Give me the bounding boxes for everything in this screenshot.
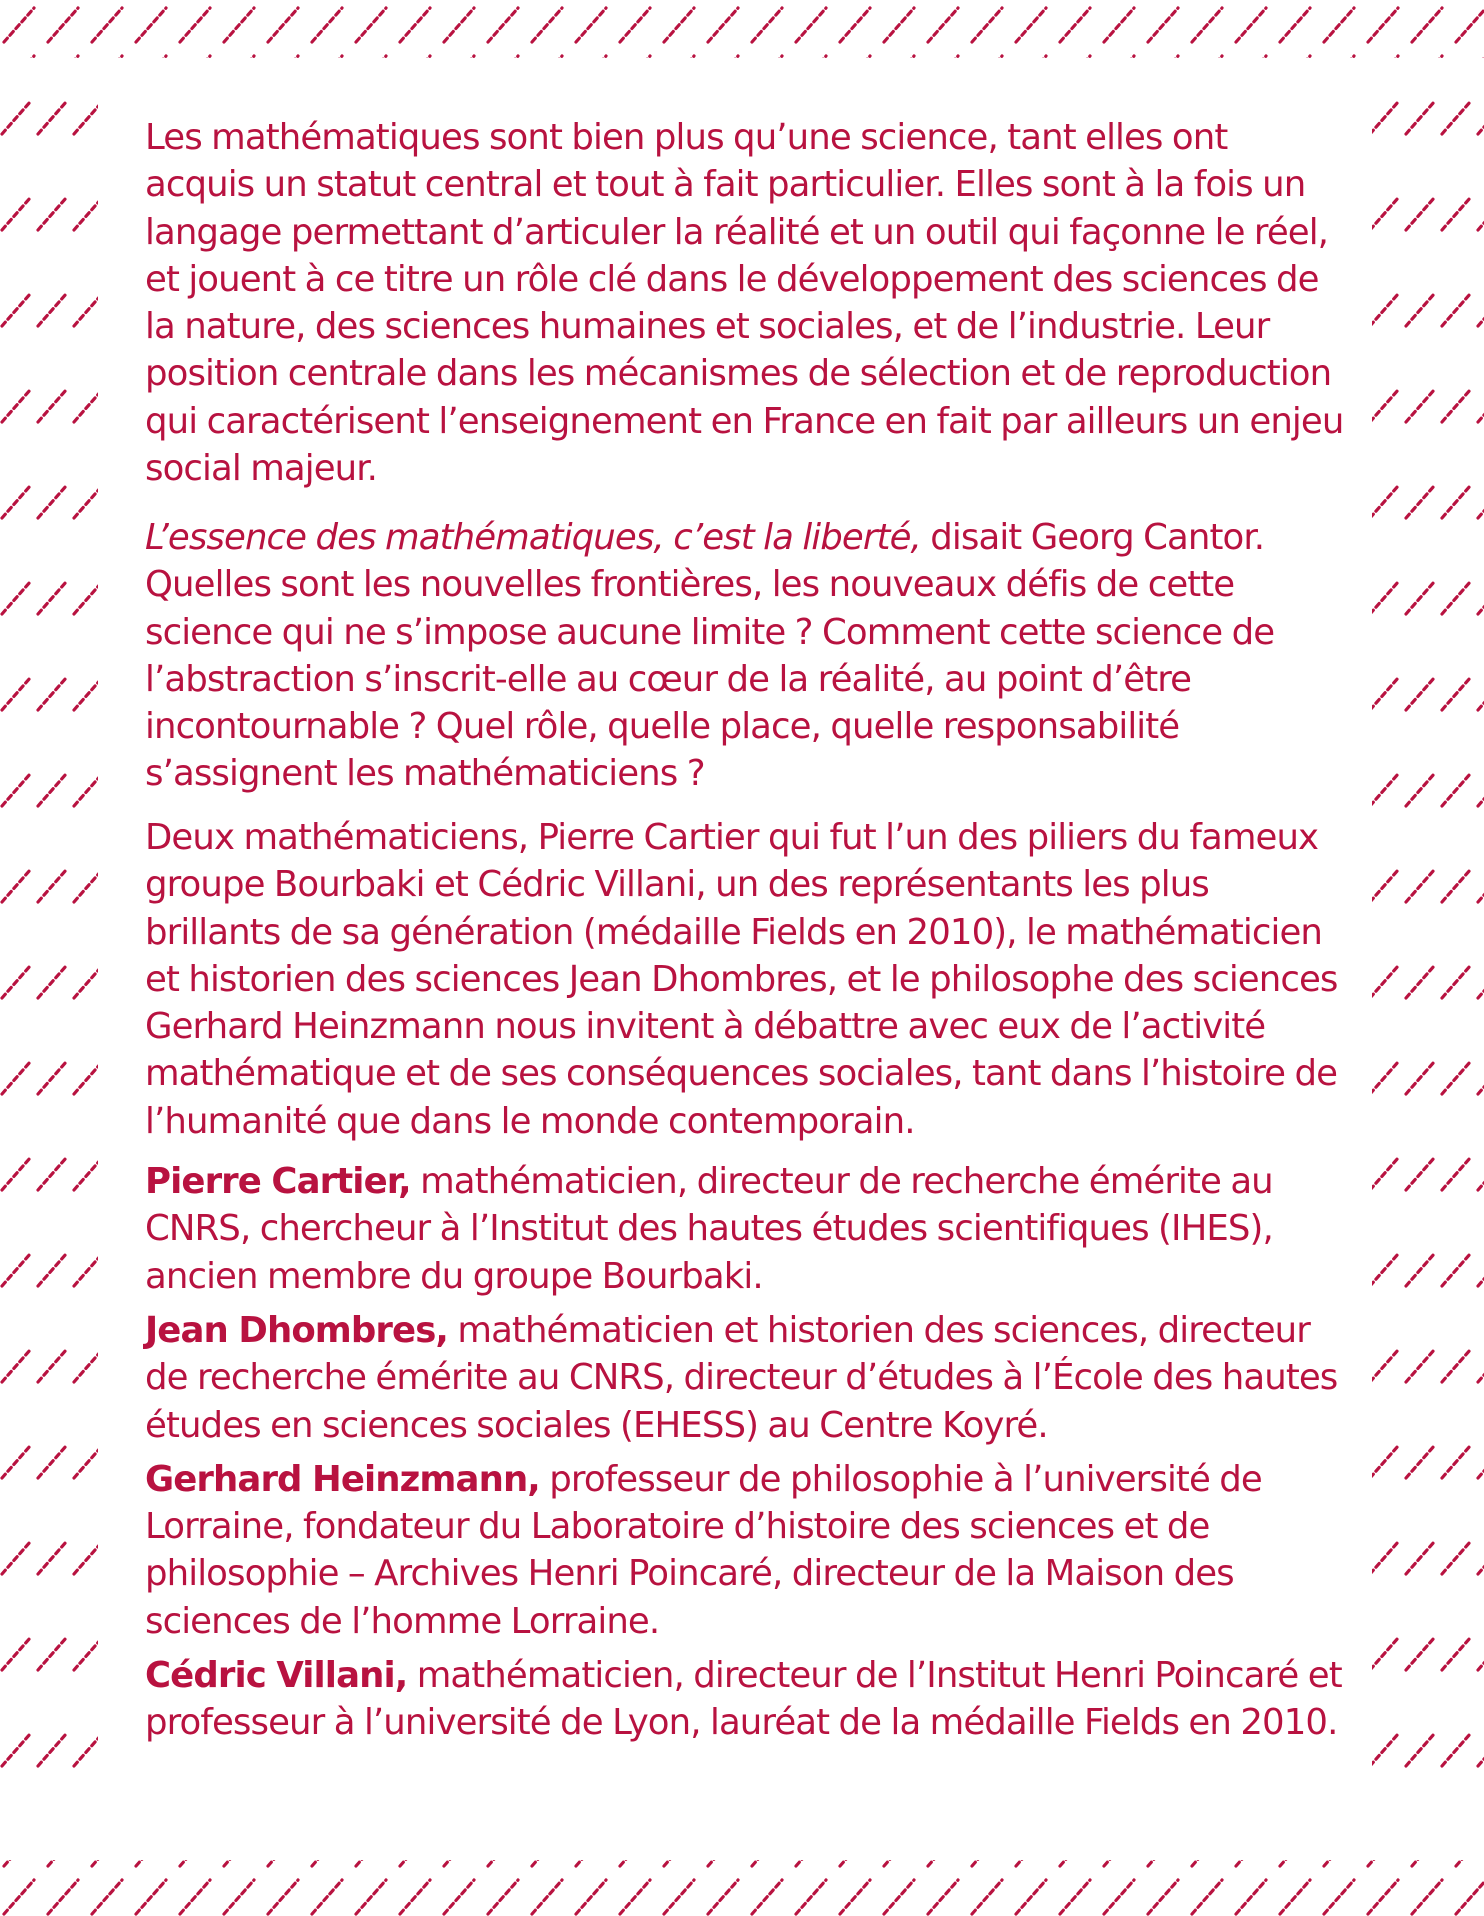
section-spacer (145, 1145, 1345, 1158)
bio-pierre-cartier (145, 1158, 1345, 1300)
bio-name: Cédric Villani, (145, 1655, 408, 1697)
bio-gerhard-heinzmann (145, 1456, 1345, 1645)
intro-paragraph-1: Les mathématiques sont bien plus qu’une science, tant elles ont acquis un statut central et tout à fait particulier. Elles sont à la fois un langage permettant d’articuler la réalité et un outil qui façonne le réel, et jouent à ce titre un rôle clé dans le développement des sciences de la nature, des sciences humaines et sociales, et de l’industrie. Leur position centrale dans les mécanismes de sélection et de reproduction qui caractérisent l’enseignement en France en fait par ailleurs un enjeu social majeur. (145, 117, 1344, 490)
bio-text: mathématicien, directeur de l’Institut Henri Poincaré et professeur à l’université de Lyon, lauréat de la médaille Fields en 2010. (145, 1655, 1342, 1744)
bio-text: mathématicien et historien des sciences, directeur de recherche émérite au CNRS, directeur d’études à l’École des hautes études en sciences sociales (EHESS) au Centre Koyré. (145, 1309, 1338, 1446)
document-body (145, 114, 1345, 1747)
intro-paragraph-2-text: disait Georg Cantor. Quelles sont les nouvelles frontières, les nouveaux défis de cette science qui ne s’impose aucune limite ? Comment cette science de l’abstraction s’inscrit-elle au cœur de la réalité, au point d’être incontournable ? Quel rôle, quelle place, quelle responsabilité s’assignent les mathématiciens ? (145, 517, 1275, 795)
cantor-quote: L’essence des mathématiques, c’est la liberté, (145, 517, 921, 558)
bio-jean-dhombres (145, 1307, 1345, 1449)
left-pattern-band (0, 100, 98, 1800)
intro-paragraph-2 (145, 514, 1345, 814)
intro-paragraph-3: Deux mathématiciens, Pierre Cartier qui fut l’un des piliers du fameux groupe Bourbaki et Cédric Villani, un des représentants les plus brillants de sa génération (médaille Fields en 2010), le mathématicien et historien des sciences Jean Dhombres, et le philosophe des sciences Gerhard Heinzmann nous invitent à débattre avec eux de l’activité mathématique et de ses conséquences sociales, tant dans l’histoire de l’humanité que dans le monde contemporain. (145, 817, 1338, 1142)
bottom-pattern-band (0, 1860, 1484, 1916)
bio-name: Pierre Cartier, (145, 1161, 411, 1203)
bio-name: Gerhard Heinzmann, (145, 1458, 540, 1500)
right-pattern-band (1372, 100, 1484, 1800)
bio-text: professeur de philosophie à l’université de Lorraine, fondateur du Laboratoire d’histoire des sciences et de philosophie – Archives Henri Poincaré, directeur de la Maison des sciences de l’homme Lorraine. (145, 1458, 1262, 1642)
bio-name: Jean Dhombres, (145, 1309, 449, 1351)
bio-text: mathématicien, directeur de recherche émérite au CNRS, chercheur à l’Institut des hautes études scientifiques (IHES), ancien membre du groupe Bourbaki. (145, 1161, 1273, 1297)
top-pattern-band (0, 0, 1484, 58)
bio-cedric-villani (145, 1652, 1345, 1747)
